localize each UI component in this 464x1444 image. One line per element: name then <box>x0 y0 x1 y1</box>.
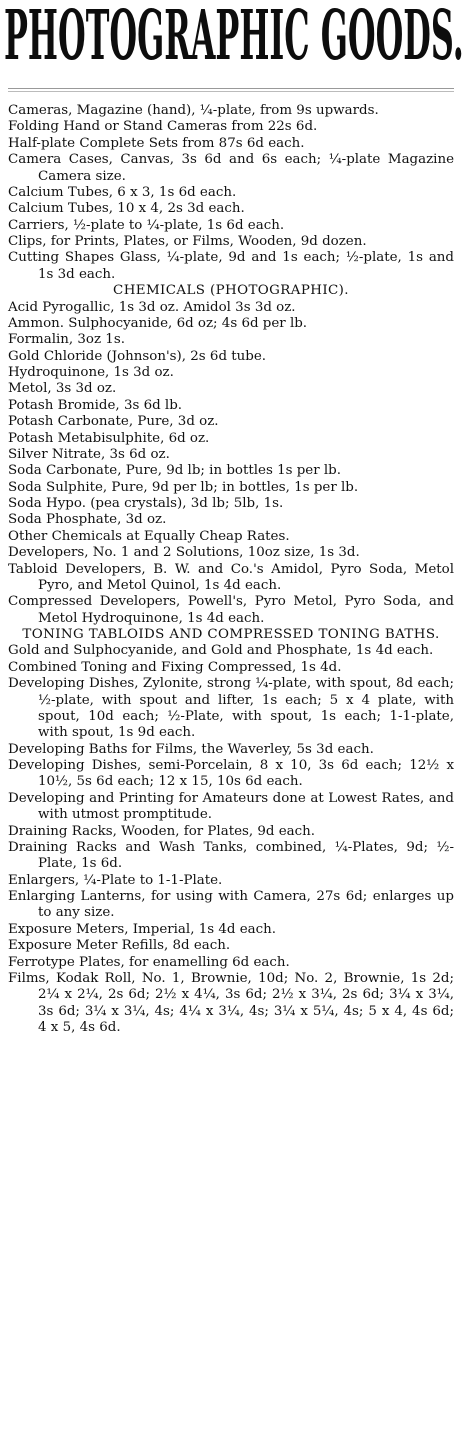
price-entry: Folding Hand or Stand Cameras from 22s 6d. <box>8 119 318 135</box>
price-entry: Draining Racks, Wooden, for Plates, 9d each. <box>8 823 316 839</box>
divider <box>8 88 454 89</box>
price-entry: Acid Pyrogallic, 1s 3d oz. Amidol 3s 3d oz. <box>8 299 296 315</box>
section-heading: TONING TABLOIDS AND COMPRESSED TONING BATHS. <box>22 627 440 642</box>
price-entry: Formalin, 3oz 1s. <box>8 332 125 348</box>
price-entry: Draining Racks and Wash Tanks, combined, ¼-Plates, 9d; ½-Plate, 1s 6d. <box>8 839 454 872</box>
price-entry: Silver Nitrate, 3s 6d oz. <box>8 446 170 462</box>
price-entry: Metol, 3s 3d oz. <box>8 381 117 397</box>
price-entry: Soda Phosphate, 3d oz. <box>8 512 167 528</box>
price-entry: Carriers, ½-plate to ¼-plate, 1s 6d each. <box>8 217 285 233</box>
price-list <box>8 103 454 1036</box>
price-entry: Combined Toning and Fixing Compressed, 1s 4d. <box>8 659 342 675</box>
price-entry: Potash Metabisulphite, 6d oz. <box>8 430 210 446</box>
price-entry: Developing Baths for Films, the Waverley, 5s 3d each. <box>8 741 374 757</box>
price-entry: Calcium Tubes, 10 x 4, 2s 3d each. <box>8 201 245 217</box>
price-entry: Calcium Tubes, 6 x 3, 1s 6d each. <box>8 184 237 200</box>
price-entry: Potash Bromide, 3s 6d lb. <box>8 397 183 413</box>
price-entry: Enlarging Lanterns, for using with Camera, 27s 6d; enlarges up to any size. <box>8 889 454 921</box>
price-entry: Compressed Developers, Powell's, Pyro Metol, Pyro Soda, and Metol Hydroquinone, 1s 4d each. <box>8 594 454 626</box>
price-entry: Developing Dishes, Zylonite, strong ¼-plate, with spout, 8d each; ½-plate, with spout and lifter, 1s each; 5 x 4 plate, with spout, 10d each; ½-Plate, with spout, 1s each; 1-1-plate, with spout, 1s 9d each. <box>8 676 454 741</box>
price-entry: Other Chemicals at Equally Cheap Rates. <box>8 528 290 544</box>
price-entry: Tabloid Developers, B. W. and Co.'s Amidol, Pyro Soda, Metol Pyro, and Metol Quinol, 1s 4d each. <box>8 561 454 593</box>
price-entry: Developers, No. 1 and 2 Solutions, 10oz size, 1s 3d. <box>8 545 360 561</box>
price-entry: Soda Sulphite, Pure, 9d per lb; in bottles, 1s per lb. <box>8 479 359 495</box>
section-heading: CHEMICALS (PHOTOGRAPHIC). <box>113 283 349 299</box>
price-entry: Soda Carbonate, Pure, 9d lb; in bottles 1s per lb. <box>8 463 341 479</box>
price-entry: Hydroquinone, 1s 3d oz. <box>8 365 174 380</box>
price-entry: Camera Cases, Canvas, 3s 6d and 6s each; ¼-plate Magazine Camera size. <box>8 152 454 184</box>
price-entry: Cameras, Magazine (hand), ¼-plate, from 9s upwards. <box>8 103 379 118</box>
price-entry: Enlargers, ¼-Plate to 1-1-Plate. <box>8 872 223 888</box>
price-entry: Half-plate Complete Sets from 87s 6d each. <box>8 135 305 151</box>
price-entry: Exposure Meters, Imperial, 1s 4d each. <box>8 921 276 937</box>
price-entry: Potash Carbonate, Pure, 3d oz. <box>8 414 219 430</box>
price-entry: Developing Dishes, semi-Porcelain, 8 x 10, 3s 6d each; 12½ x 10½, 5s 6d each; 12 x 15, 10s 6d each. <box>8 758 454 790</box>
price-entry: Developing and Printing for Amateurs done at Lowest Rates, and with utmost promptitude. <box>8 790 454 823</box>
price-entry: Clips, for Prints, Plates, or Films, Wooden, 9d dozen. <box>8 234 367 249</box>
divider <box>8 91 454 92</box>
price-entry: Soda Hypo. (pea crystals), 3d lb; 5lb, 1s. <box>8 496 284 511</box>
page-title: PHOTOGRAPHIC GOODS. <box>4 0 464 76</box>
price-entry: Cutting Shapes Glass, ¼-plate, 9d and 1s each; ½-plate, 1s and 1s 3d each. <box>8 250 454 282</box>
price-entry: Ferrotype Plates, for enamelling 6d each. <box>8 954 290 970</box>
price-entry: Exposure Meter Refills, 8d each. <box>8 938 231 954</box>
price-entry: Gold and Sulphocyanide, and Gold and Phosphate, 1s 4d each. <box>8 643 434 659</box>
price-entry: Films, Kodak Roll, No. 1, Brownie, 10d; No. 2, Brownie, 1s 2d; 2¼ x 2¼, 2s 6d; 2½ x 4¼, 3s 6d; 2½ x 3¼, 2s 6d; 3¼ x 3¼, 3s 6d; 3¼ x 3¼, 4s; 4¼ x 3¼, 4s; 3¼ x 5¼, 4s; 5 x 4, 4s 6d; 4 x 5, 4s 6d. <box>8 970 454 1035</box>
price-entry: Gold Chloride (Johnson's), 2s 6d tube. <box>8 348 267 364</box>
price-entry: Ammon. Sulphocyanide, 6d oz; 4s 6d per lb. <box>8 315 308 331</box>
